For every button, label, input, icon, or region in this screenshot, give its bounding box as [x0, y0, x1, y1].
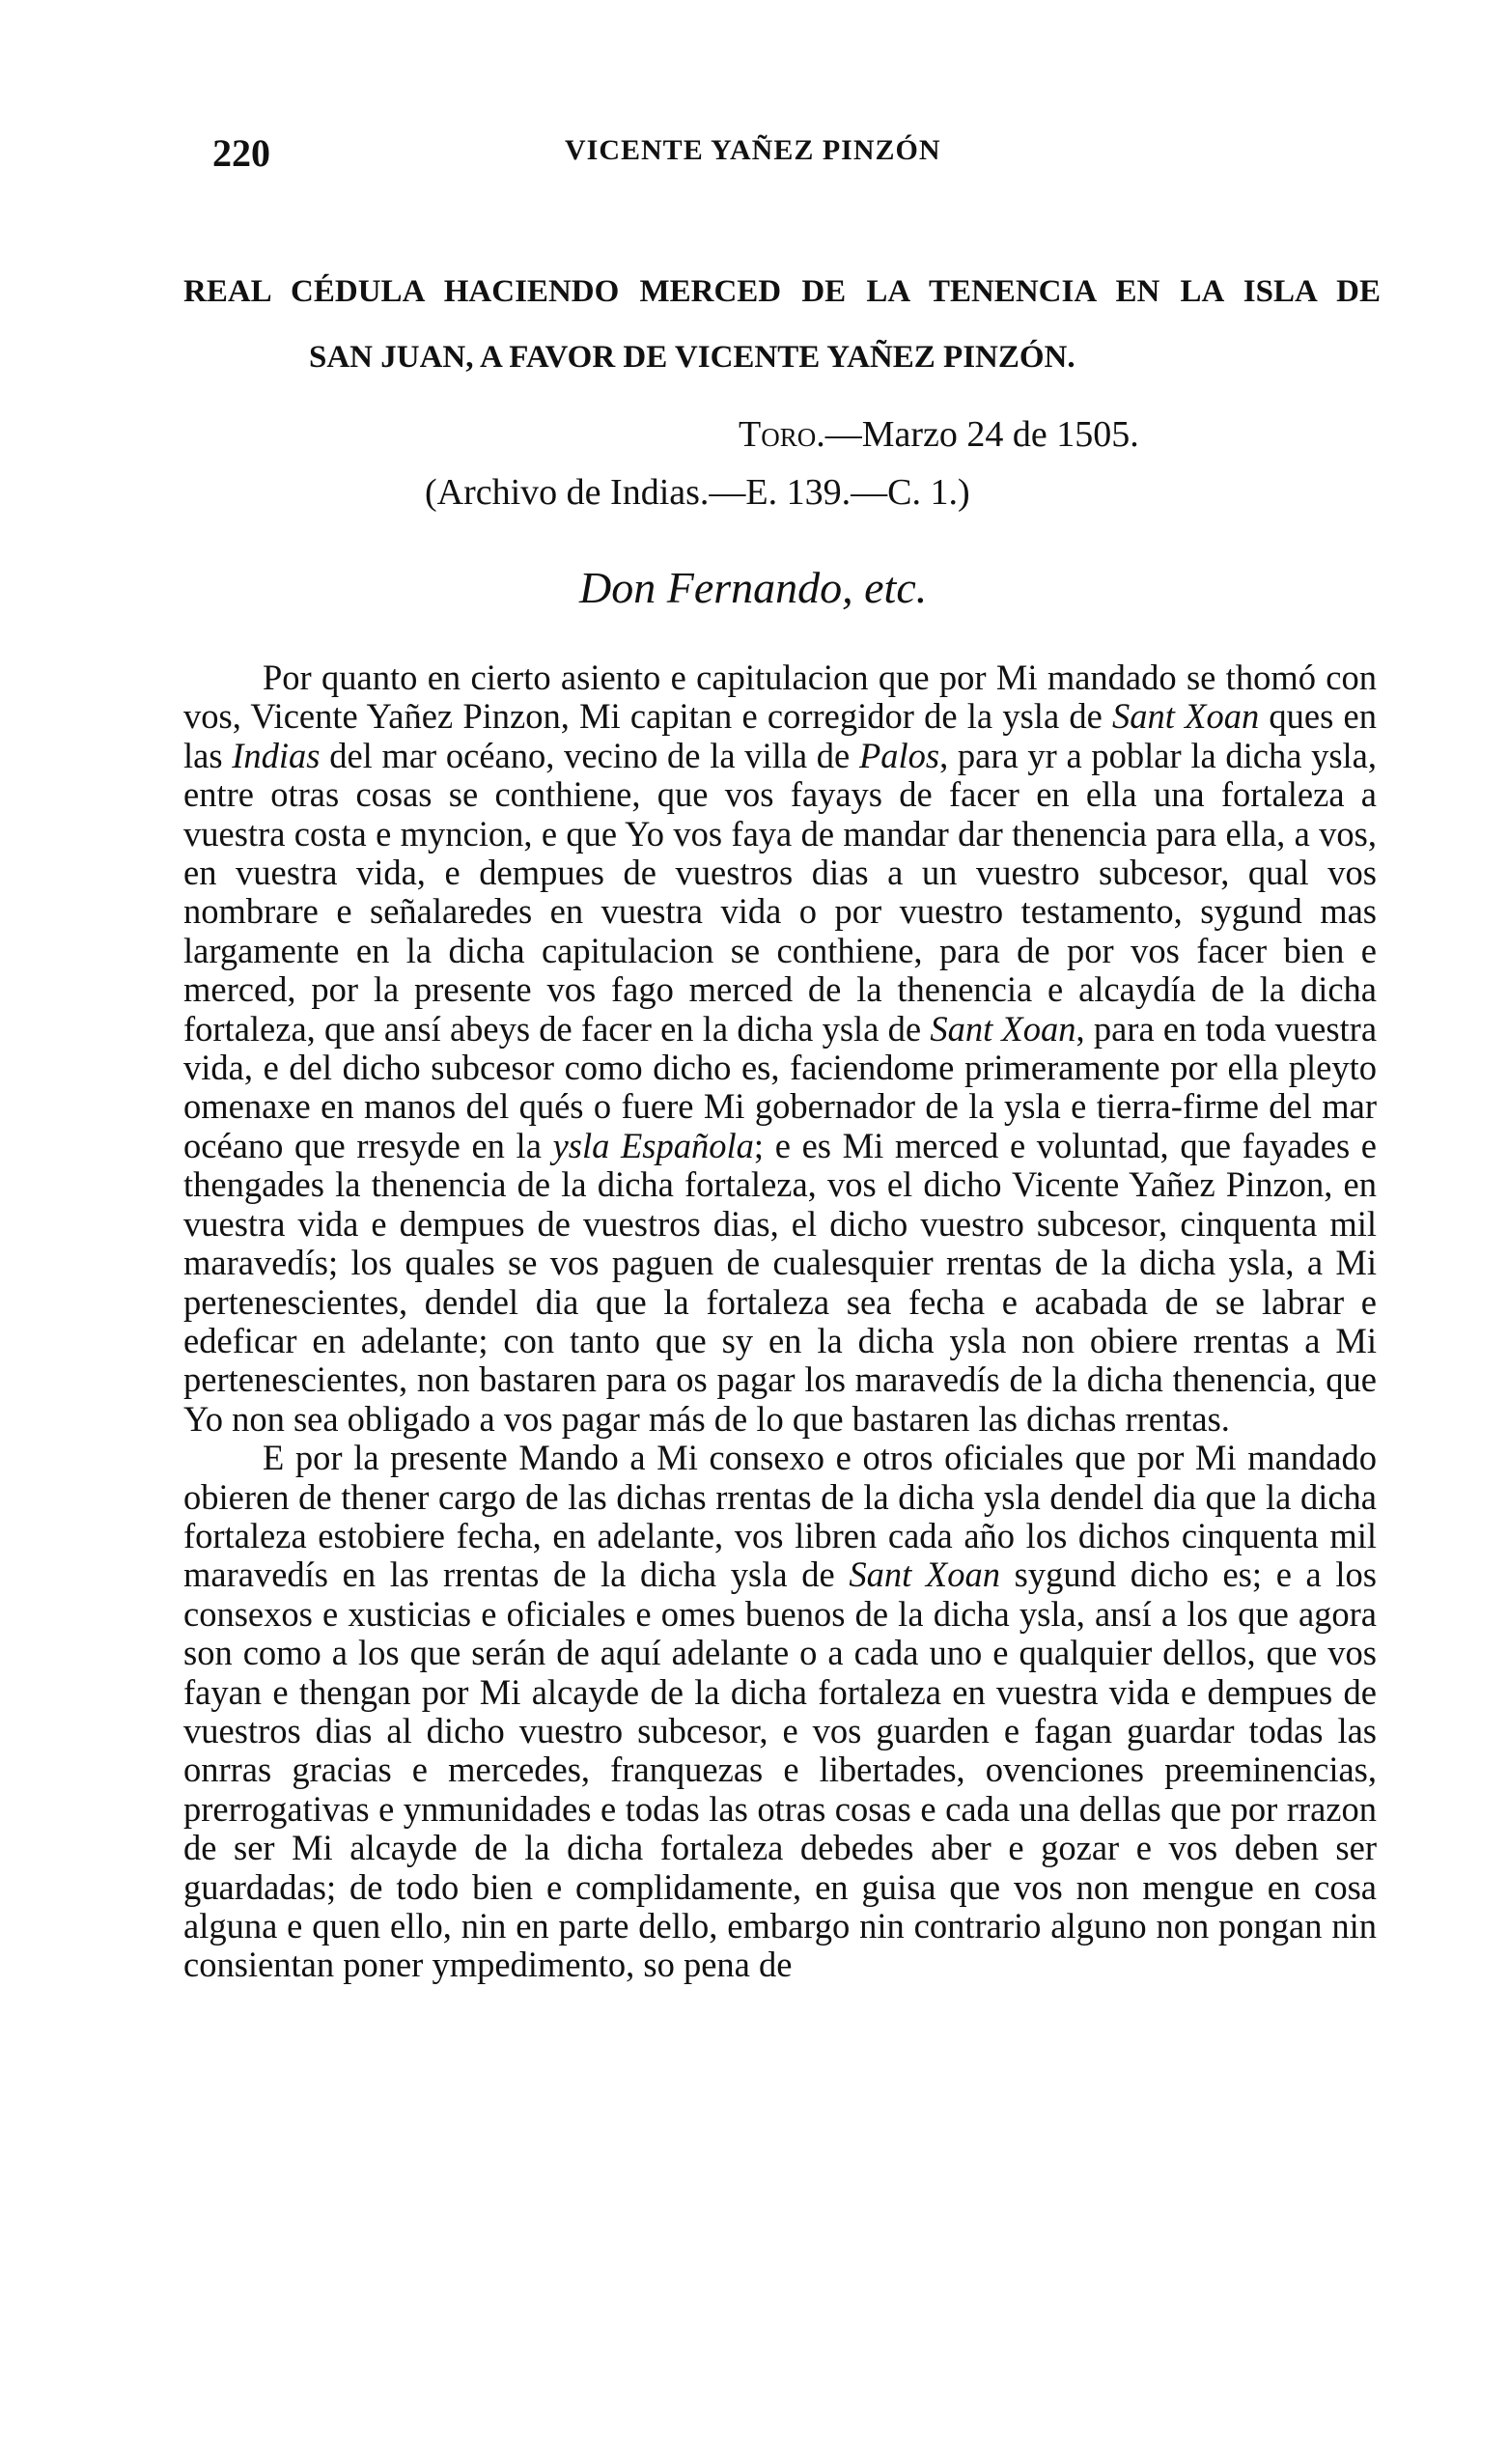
body-text [183, 658, 1377, 1985]
document-title-line-1: REAL CÉDULA HACIENDO MERCED DE LA TENENCIA EN LA ISLA DE [183, 274, 1381, 309]
paragraph-text: , para en toda vuestra vida, e del dicho subcesor como dicho es, faciendome primeramente por ella pleyto omenaxe en manos del qués o fuere Mi gobernador de la ysla e tierra-firme del mar océano que rresyde en la [183, 1008, 1378, 1165]
document-title [183, 259, 1381, 390]
place-name: Toro [739, 414, 817, 455]
document-title-line-2: SAN JUAN, A FAVOR DE VICENTE YAÑEZ PINZÓN. [309, 340, 1075, 375]
italic-place-name: Palos [858, 735, 940, 775]
paragraph-text: , para yr a poblar la dicha ysla, entre otras cosas se conthiene, que vos fayays de facer en ella una fortaleza a vuestra costa e myncion, e que Yo vos faya de mandar dar thenencia para ella, a vos, en vuestra vida, e dempues de vuestros dias a un vuestro subcesor, qual vos nombrare e señalaredes en vuestra vida o por vuestro testamento, sygund mas largamente en la dicha capitulacion se conthiene, para de por vos facer bien e merced, por la presente vos fago merced de la thenencia e alcaydía de la dicha fortaleza, que ansí abeys de facer en la dicha ysla de [183, 735, 1378, 1049]
paragraph-text: sygund dicho es; e a los consexos e xusticias e oficiales e omes buenos de la dicha ysla, ansí a los que agora son como a los que serán de aquí adelante o a cada uno e qualquier dellos, que vos fayan e thengan por Mi alcayde de la dicha fortaleza en vuestra vida e dempues de vuestros dias al dicho vuestro subcesor, e vos guarden e fagan guardar todas las onrras gracias e mercedes, franquezas e libertades, ovenciones preeminencias, prerrogativas e ynmunidades e todas las otras cosas e cada una dellas que por rrazon de ser Mi alcayde de la dicha fortaleza debedes aber e gozar e vos deben ser guardadas; de todo bien e complidamente, en guisa que vos non mengue en cosa alguna e quen ello, nin en parte dello, embargo nin contrario alguno non pongan nin consientan poner ympedimento, so pena de [183, 1554, 1378, 1985]
italic-place-name: Indias [232, 735, 321, 775]
date-text: .—Marzo 24 de 1505. [816, 414, 1139, 455]
running-head [212, 130, 1352, 179]
paragraph-text: E por la presente Mando a Mi consexo e otros oficiales que por Mi mandado obieren de thener cargo de las dichas rrentas de la dicha ysla dendel dia que la dicha fortaleza estobiere fecha, en adelante, vos libren cada año los dichos cinquenta mil maravedís en las rrentas de la dicha ysla de [183, 1438, 1377, 1595]
italic-place-name: Sant Xoan [1112, 696, 1260, 737]
paragraph-text: ques en las [183, 696, 1377, 775]
paragraph-2 [183, 1439, 1377, 1985]
paragraph-1 [183, 658, 1377, 1439]
page-number: 220 [212, 131, 270, 175]
italic-place-name: Sant Xoan [930, 1008, 1076, 1049]
italic-place-name: Sant Xoan [849, 1554, 1000, 1595]
paragraph-text: ; e es Mi merced e voluntad, que fayades e thengades la thenencia de la dicha fortaleza, vos el dicho Vicente Yañez Pinzon, en vuestra vida e dempues de vuestros dias, el dicho vuestro subcesor, cinquenta mil maravedís; los quales se vos paguen de cualesquier rrentas de la dicha ysla, a Mi pertenescientes, dendel dia que la fortaleza sea fecha e acabada de se labrar e edeficar en adelante; con tanto que sy en la dicha ysla non obiere rrentas a Mi pertenescientes, non bastaren para os pagar los maravedís de la dicha thenencia, que Yo non sea obligado a vos pagar más de lo que bastaren las dichas rrentas. [183, 1125, 1378, 1439]
salutation: Don Fernando, etc. [579, 563, 928, 612]
place-date [739, 413, 1139, 456]
running-title: VICENTE YAÑEZ PINZÓN [565, 134, 941, 166]
italic-place-name: ysla Española [552, 1125, 754, 1165]
paragraph-text: Por quanto en cierto asiento e capitulacion que por Mi mandado se thomó con vos, Vicente Yañez Pinzon, Mi capitan e corregidor de la ysla de [183, 658, 1377, 737]
archive-reference: (Archivo de Indias.—E. 139.—C. 1.) [425, 472, 970, 513]
paragraph-text: del mar océano, vecino de la villa de [320, 735, 859, 775]
